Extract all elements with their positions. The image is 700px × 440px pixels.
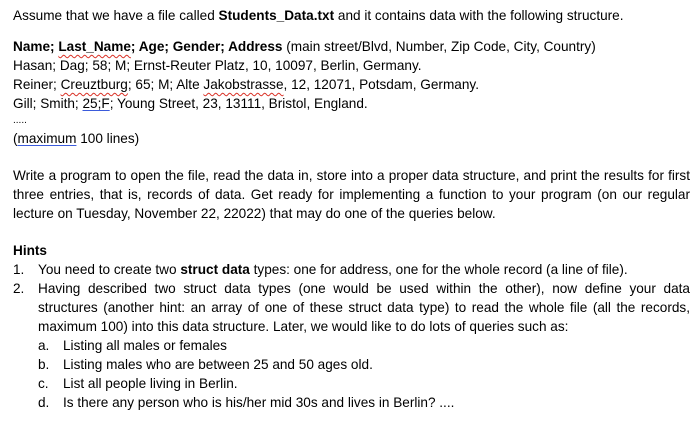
hint-text: Having described two struct data types (one would be used within the other), now define your data structures (another hint: an array of one of these struct data type) to read the whole file (all the records, maximum 100) into this data structure. Later, we would like to do lots of queries such as: — [38, 281, 690, 334]
field-sep: ; — [130, 39, 139, 54]
hints-list — [13, 260, 690, 412]
list-marker: b. — [38, 357, 50, 372]
hint-text: You need to create two — [38, 262, 181, 277]
intro-suffix: and it contains data with the following structure. — [334, 8, 624, 23]
field-sep: ; — [50, 39, 59, 54]
query-text: Listing males who are between 25 and 50 ages old. — [63, 357, 373, 372]
query-text: List all people living in Berlin. — [63, 376, 238, 391]
maximum-open: ( — [13, 131, 18, 146]
list-item — [13, 260, 690, 279]
record-line — [13, 94, 690, 113]
maximum-note — [13, 129, 690, 148]
record-text: , 12, 12071, Potsdam, Germany. — [283, 77, 479, 92]
ellipsis: ..... — [13, 115, 27, 126]
record-text: ; Young Street, 23, 13111, Bristol, England. — [109, 96, 368, 111]
list-item — [13, 279, 690, 412]
hints-title: Hints — [13, 243, 47, 258]
list-marker: d. — [38, 395, 50, 410]
field-last-name: Last_Name — [58, 39, 131, 54]
record-line — [13, 56, 690, 75]
record-flagged: 25;F — [82, 96, 110, 111]
maximum-word: maximum — [17, 131, 77, 146]
record-text: ; 65; M; Alte — [127, 77, 204, 92]
hint-text: types: one for address, one for the whole record (a line of file). — [249, 262, 628, 277]
hint-bold: struct data — [180, 262, 250, 277]
record-misspelled: Creuztburg — [60, 77, 128, 92]
spacer — [13, 223, 690, 241]
list-item — [38, 355, 690, 374]
filename: Students_Data.txt — [218, 8, 335, 23]
queries-list — [38, 336, 690, 412]
field-name: Name — [13, 39, 51, 54]
record-text: Hasan; Dag; 58; M; Ernst-Reuter Platz, 10, 10097, Berlin, Germany. — [13, 58, 422, 73]
query-text: Listing all males or females — [63, 338, 227, 353]
list-marker: c. — [38, 376, 49, 391]
spacer — [13, 148, 690, 166]
list-item — [38, 336, 690, 355]
query-text: Is there any person who is his/her mid 30s and lives in Berlin? .... — [63, 395, 455, 410]
list-marker: a. — [38, 338, 50, 353]
task-paragraph: Write a program to open the file, read the data in, store into a proper data structure, and print the results for first three entries, that is, records of data. Get ready for implementing a function to your program (on our regular lecture on Tuesday, November 22, 22022) that may do one of the queries below. — [13, 168, 690, 221]
list-marker: 2. — [13, 281, 25, 296]
record-line — [13, 75, 690, 94]
field-age-gender-address: Age; Gender; Address — [138, 39, 283, 54]
record-text: Gill; Smith; — [13, 96, 83, 111]
address-description: (main street/Blvd, Number, Zip Code, City, Country) — [282, 39, 596, 54]
structure-header — [13, 37, 690, 56]
list-item — [38, 374, 690, 393]
record-misspelled: Jakobstrasse — [203, 77, 284, 92]
intro-line — [13, 6, 690, 25]
list-item — [38, 393, 690, 412]
record-text: Reiner; — [13, 77, 61, 92]
list-marker: 1. — [13, 262, 25, 277]
maximum-rest: 100 lines) — [76, 131, 140, 146]
intro-prefix: Assume that we have a file called — [13, 8, 219, 23]
